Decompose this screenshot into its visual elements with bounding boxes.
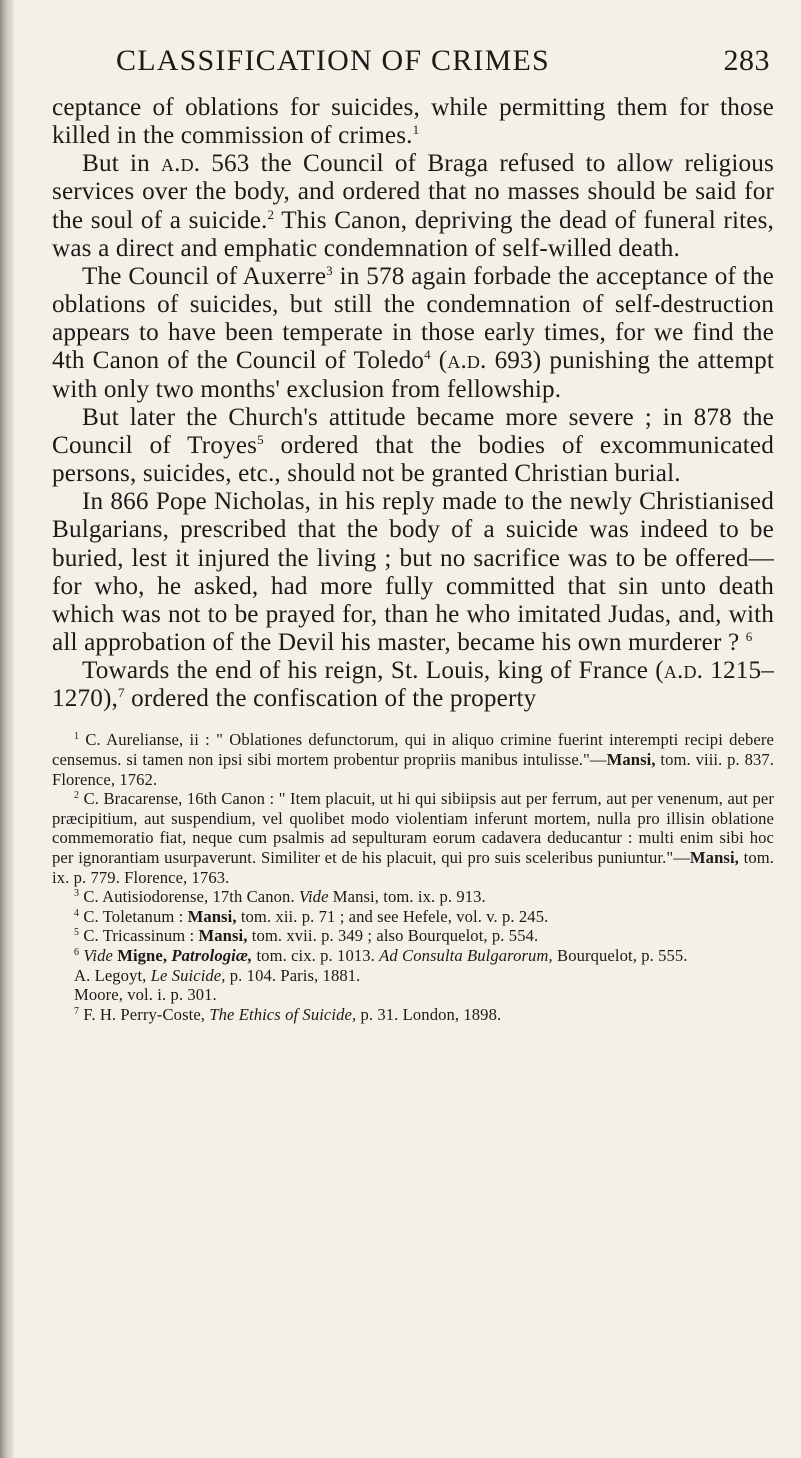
page-number: 283	[723, 44, 770, 77]
footnote-marker-7: 7	[117, 685, 125, 701]
binding-gutter	[0, 0, 14, 1458]
footnote-marker-2: 2	[267, 206, 275, 222]
paragraph-3: The Council of Auxerre$^3$ in 578 again forbade the acceptance of the oblations of suicides, but still the condemnation of self-destruction appears to have been temperate in those early times, for we find the 4th Canon of the Council of Toledo$^4$ (a.d. 693) punishing the attempt with only two months' exclusion from fellowship.	[52, 262, 774, 403]
paragraph-5: In 866 Pope Nicholas, in his reply made to the newly Christianised Bulgarians, prescribed that the body of a suicide was indeed to be buried, lest it injured the living ; but no sacrifice was to be offered—for who, he asked, had more fully committed that sin unto death which was not to be prayed for, than he who imitated Judas, and, with all approbation of the Devil his master, became his own murderer ? $^6$	[52, 488, 774, 656]
running-head	[52, 0, 774, 84]
paragraph-2: But in a.d. 563 the Council of Braga refused to allow religious services over the body, and ordered that no masses should be said for the soul of a suicide.$^2$ This Canon, depriving the dead of funeral rites, was a direct and emphatic condemnation of self-willed death.	[52, 150, 774, 262]
footnote-6: $^6$ Vide Migne, Patrologiæ, tom. cix. p. 1013. Ad Consulta Bulgarorum, Bourquelot, p. 555.	[74, 945, 688, 965]
footnote-3: $^3$ C. Autisiodorense, 17th Canon. Vide Mansi, tom. ix. p. 913.	[74, 887, 486, 907]
paragraph-4: But later the Church's attitude became more severe ; in 878 the Council of Troyes$^5$ ordered that the bodies of excommunicated persons, suicides, etc., should not be granted Christian burial.	[52, 403, 775, 488]
footnote-6-continued-2: Moore, vol. i. p. 301.	[74, 985, 217, 1005]
footnote-marker-3: 3	[326, 262, 333, 278]
footnote-marker-4: 4	[424, 347, 431, 363]
paragraph-1: ceptance of oblations for suicides, while permitting them for those killed in the commission of crimes.$^1$	[52, 94, 774, 150]
footnote-4: $^4$ C. Toletanum : Mansi, tom. xii. p. 71 ; and see Hefele, vol. v. p. 245.	[74, 906, 549, 926]
footnote-7: $^7$ F. H. Perry-Coste, The Ethics of Suicide, p. 31. London, 1898.	[74, 1004, 502, 1024]
running-head-title: CLASSIFICATION OF CRIMES	[116, 44, 550, 77]
footnote-marker-6: 6	[745, 628, 753, 644]
body-text	[52, 94, 774, 713]
footnote-6-continued-1: A. Legoyt, Le Suicide, p. 104. Paris, 1881.	[74, 965, 361, 985]
footnote-2: $^2$ C. Bracarense, 16th Canon : " Item placuit, ut hi qui sibiipsis aut per ferrum, aut per venenum, aut per præcipitium, aut suspendium, vel quolibet modo violentiam inferunt mortem, nulla pro illisin oblatione commemoratio fiat, neque cum psalmis ad sepulturam eorum cadavera deducantur : multi enim sibi hoc per ignorantiam usurpaverunt. Similiter et de his placuit, qui pro suis sceleribus puniuntur."—Mansi, tom. ix. p. 779. Florence, 1763.	[52, 789, 774, 887]
footnotes	[52, 730, 774, 1024]
footnote-marker-1: 1	[412, 122, 420, 138]
paragraph-6: Towards the end of his reign, St. Louis, king of France (a.d. 1215–1270),$^7$ ordered the confiscation of the property	[52, 657, 774, 713]
footnote-5: $^5$ C. Tricassinum : Mansi, tom. xvii. p. 349 ; also Bourquelot, p. 554.	[74, 926, 539, 946]
footnote-1: $^1$ C. Aurelianse, ii : " Oblationes defunctorum, qui in aliquo crimine fuerint interempti recipi debere censemus. si tamen non ipsi sibi mortem probentur propriis manibus intulisse."—Mansi, tom. viii. p. 837. Florence, 1762.	[52, 730, 775, 789]
footnote-marker-5: 5	[257, 431, 264, 447]
book-page	[52, 0, 774, 1024]
